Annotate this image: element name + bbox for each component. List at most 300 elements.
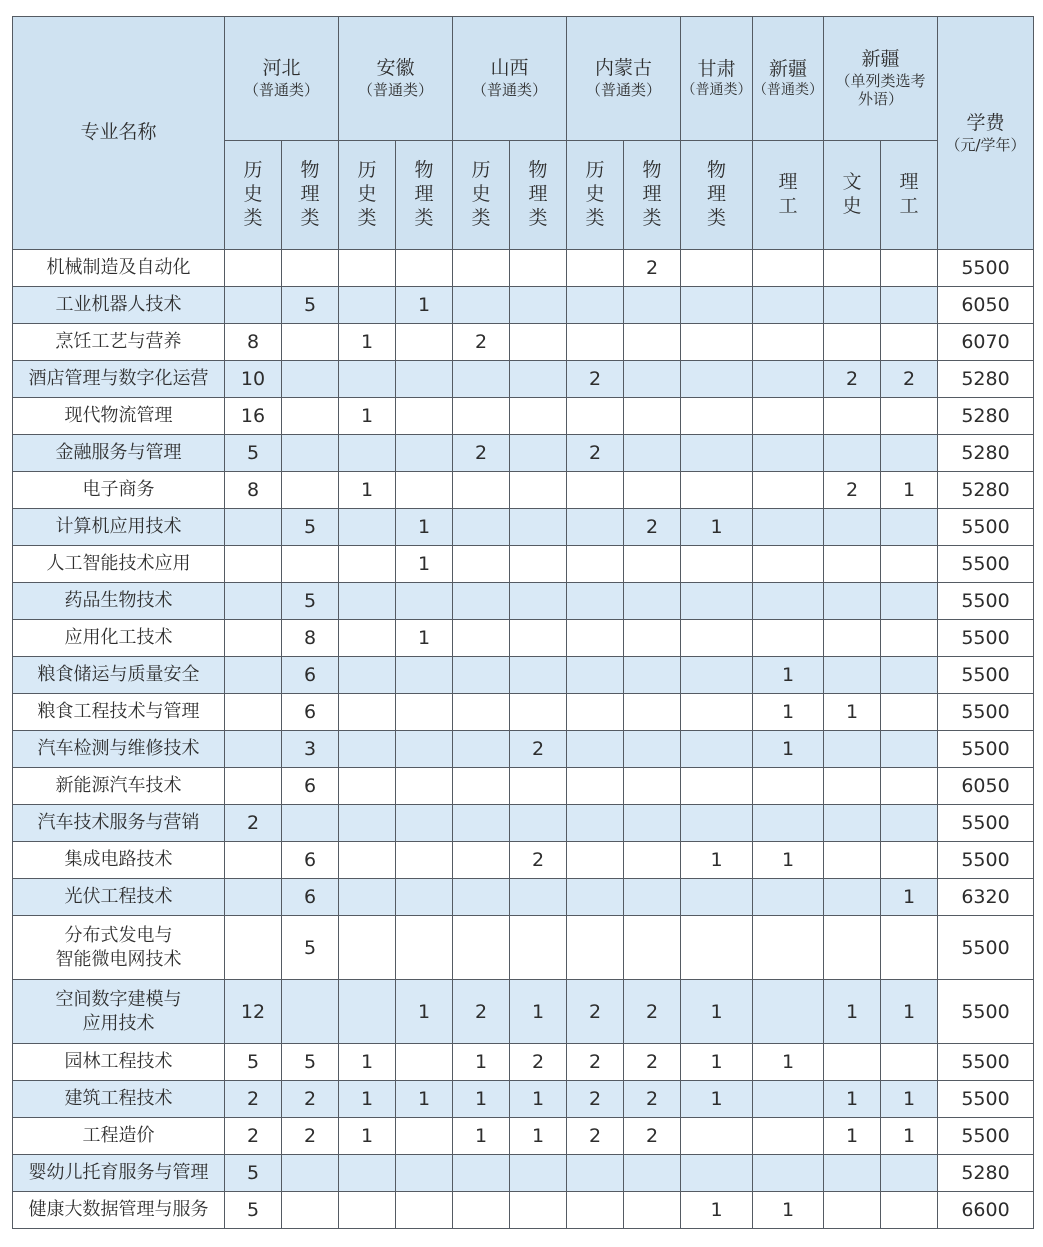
tuition-cell: 5500 <box>938 694 1034 731</box>
quota-cell: 5 <box>282 1044 339 1081</box>
quota-cell <box>225 768 282 805</box>
major-name-cell <box>13 361 225 398</box>
major-name-line: 健康大数据管理与服务 <box>28 1199 209 1220</box>
tuition-cell: 5500 <box>938 1044 1034 1081</box>
major-name-cell <box>13 583 225 620</box>
quota-cell <box>624 879 681 916</box>
subcategory-char: 类 <box>642 206 662 229</box>
subcategory-char: 历 <box>357 159 377 182</box>
subcategory-char: 工 <box>899 195 919 217</box>
subcategory-char: 物 <box>414 159 434 182</box>
quota-cell <box>453 1192 510 1229</box>
subcategory-char: 物 <box>300 159 320 182</box>
quota-cell <box>824 324 881 361</box>
quota-cell: 5 <box>225 1192 282 1229</box>
quota-cell <box>824 398 881 435</box>
quota-cell: 1 <box>881 1081 938 1118</box>
quota-cell <box>282 250 339 287</box>
quota-cell <box>396 916 453 980</box>
table-row <box>13 361 1034 398</box>
region-header-gansu <box>681 17 753 141</box>
quota-cell: 2 <box>624 1044 681 1081</box>
quota-cell <box>282 546 339 583</box>
quota-cell <box>510 1155 567 1192</box>
subcategory-header <box>510 141 567 250</box>
quota-cell: 2 <box>567 1118 624 1155</box>
quota-cell: 5 <box>282 916 339 980</box>
major-name-cell <box>13 879 225 916</box>
major-name-cell <box>13 805 225 842</box>
quota-cell <box>453 583 510 620</box>
quota-cell <box>824 731 881 768</box>
quota-cell <box>681 250 753 287</box>
tuition-cell: 6070 <box>938 324 1034 361</box>
quota-cell <box>681 768 753 805</box>
major-name-line: 计算机应用技术 <box>55 516 182 537</box>
quota-cell: 12 <box>225 980 282 1044</box>
quota-cell <box>567 879 624 916</box>
quota-cell <box>339 583 396 620</box>
major-name-cell <box>13 1081 225 1118</box>
tuition-cell: 5500 <box>938 509 1034 546</box>
tuition-cell: 6050 <box>938 287 1034 324</box>
quota-cell <box>624 620 681 657</box>
quota-cell <box>753 472 824 509</box>
table-row <box>13 546 1034 583</box>
quota-cell <box>282 805 339 842</box>
quota-cell <box>453 509 510 546</box>
quota-cell <box>624 657 681 694</box>
quota-cell <box>510 583 567 620</box>
subcategory-char: 类 <box>471 206 491 229</box>
quota-cell <box>881 842 938 879</box>
tuition-cell: 5500 <box>938 842 1034 879</box>
major-name-cell <box>13 250 225 287</box>
subcategory-char: 物 <box>528 159 548 182</box>
quota-cell: 1 <box>681 842 753 879</box>
table-row <box>13 879 1034 916</box>
quota-cell <box>282 361 339 398</box>
subcategory-char: 历 <box>243 159 263 182</box>
quota-cell: 1 <box>396 509 453 546</box>
quota-cell <box>881 657 938 694</box>
quota-cell <box>396 731 453 768</box>
quota-cell <box>567 731 624 768</box>
table-row <box>13 768 1034 805</box>
quota-cell <box>453 472 510 509</box>
subcategory-header <box>881 141 938 250</box>
tuition-cell: 5280 <box>938 398 1034 435</box>
quota-cell: 2 <box>225 805 282 842</box>
quota-cell: 1 <box>396 620 453 657</box>
region-category: （普通类） <box>585 81 661 99</box>
major-name-cell <box>13 509 225 546</box>
quota-cell <box>824 805 881 842</box>
region-name: 新疆 <box>768 57 807 80</box>
quota-cell <box>624 694 681 731</box>
region-category: （单列类选考外语） <box>835 71 926 109</box>
quota-cell: 16 <box>225 398 282 435</box>
major-name-cell <box>13 1118 225 1155</box>
subcategory-header <box>282 141 339 250</box>
quota-cell: 2 <box>624 980 681 1044</box>
quota-cell <box>396 250 453 287</box>
subcategory-char: 理 <box>778 171 798 194</box>
quota-cell <box>881 324 938 361</box>
quota-cell <box>681 583 753 620</box>
major-name-cell <box>13 916 225 980</box>
subcategory-char: 文 <box>842 171 862 194</box>
subcategory-char: 史 <box>842 195 862 217</box>
tuition-cell: 5500 <box>938 620 1034 657</box>
quota-cell <box>881 805 938 842</box>
quota-cell <box>510 916 567 980</box>
major-name-line: 分布式发电与 <box>64 924 173 946</box>
quota-cell <box>453 731 510 768</box>
table-row <box>13 287 1034 324</box>
quota-cell <box>681 731 753 768</box>
major-name-cell <box>13 398 225 435</box>
quota-cell <box>225 842 282 879</box>
quota-cell <box>824 287 881 324</box>
major-name-cell <box>13 620 225 657</box>
quota-cell <box>681 916 753 980</box>
major-name-cell <box>13 435 225 472</box>
quota-cell <box>624 731 681 768</box>
quota-cell <box>624 1155 681 1192</box>
subcategory-char: 类 <box>585 206 605 229</box>
region-name: 河北 <box>262 57 301 80</box>
quota-cell <box>624 472 681 509</box>
quota-cell: 6 <box>282 694 339 731</box>
subcategory-char: 类 <box>300 206 320 229</box>
quota-cell <box>396 398 453 435</box>
quota-cell <box>339 250 396 287</box>
quota-cell <box>453 842 510 879</box>
quota-cell: 2 <box>824 361 881 398</box>
quota-cell: 1 <box>453 1044 510 1081</box>
table-row <box>13 731 1034 768</box>
quota-cell <box>567 842 624 879</box>
quota-cell <box>824 250 881 287</box>
quota-cell: 1 <box>824 1081 881 1118</box>
quota-cell <box>681 657 753 694</box>
quota-cell <box>624 805 681 842</box>
region-header-xinjiang-special <box>824 17 938 141</box>
quota-cell <box>681 546 753 583</box>
region-header-hebei <box>225 17 339 141</box>
subcategory-char: 类 <box>706 206 726 229</box>
quota-cell: 5 <box>225 1044 282 1081</box>
region-name: 新疆 <box>861 47 900 70</box>
quota-cell <box>396 1155 453 1192</box>
tuition-unit: （元/学年） <box>945 135 1026 154</box>
quota-cell <box>567 1155 624 1192</box>
quota-cell <box>681 287 753 324</box>
major-name-cell <box>13 1044 225 1081</box>
quota-cell <box>881 694 938 731</box>
region-name: 内蒙古 <box>594 57 652 80</box>
tuition-cell: 6600 <box>938 1192 1034 1229</box>
quota-cell <box>282 980 339 1044</box>
quota-cell <box>225 250 282 287</box>
subcategory-char: 理 <box>642 183 662 206</box>
tuition-cell: 6320 <box>938 879 1034 916</box>
table-row <box>13 842 1034 879</box>
quota-cell <box>681 324 753 361</box>
quota-cell: 2 <box>624 250 681 287</box>
quota-cell <box>753 546 824 583</box>
subcategory-char: 理 <box>899 171 919 194</box>
quota-cell <box>453 250 510 287</box>
region-category: （普通类） <box>243 81 319 99</box>
quota-cell <box>510 694 567 731</box>
subcategory-char: 理 <box>528 183 548 206</box>
table-row <box>13 916 1034 980</box>
quota-cell <box>567 287 624 324</box>
subcategory-char: 史 <box>357 183 377 206</box>
quota-cell: 1 <box>453 1118 510 1155</box>
quota-cell: 1 <box>510 980 567 1044</box>
tuition-cell: 5500 <box>938 546 1034 583</box>
table-row <box>13 509 1034 546</box>
quota-cell <box>510 435 567 472</box>
tuition-header <box>938 17 1034 250</box>
quota-cell: 5 <box>282 509 339 546</box>
quota-cell: 10 <box>225 361 282 398</box>
quota-cell <box>339 657 396 694</box>
quota-cell <box>881 731 938 768</box>
quota-cell <box>339 768 396 805</box>
quota-cell <box>510 805 567 842</box>
quota-cell <box>753 324 824 361</box>
tuition-cell: 5500 <box>938 731 1034 768</box>
quota-cell <box>510 657 567 694</box>
quota-cell <box>282 472 339 509</box>
quota-cell <box>624 916 681 980</box>
subcategory-char: 历 <box>471 159 491 182</box>
tuition-cell: 6050 <box>938 768 1034 805</box>
major-name-line: 汽车检测与维修技术 <box>37 738 200 759</box>
quota-cell <box>567 620 624 657</box>
quota-cell <box>510 546 567 583</box>
quota-cell <box>510 361 567 398</box>
quota-cell <box>681 879 753 916</box>
quota-cell <box>567 509 624 546</box>
major-name-line: 集成电路技术 <box>64 849 173 870</box>
major-name-cell <box>13 694 225 731</box>
quota-cell: 1 <box>396 980 453 1044</box>
quota-cell <box>567 657 624 694</box>
major-name-line: 新能源汽车技术 <box>55 775 182 796</box>
quota-cell <box>453 361 510 398</box>
quota-cell <box>396 361 453 398</box>
quota-cell <box>339 361 396 398</box>
tuition-cell: 5280 <box>938 361 1034 398</box>
quota-cell <box>510 879 567 916</box>
subcategory-header <box>225 141 282 250</box>
quota-cell <box>510 250 567 287</box>
quota-cell <box>225 657 282 694</box>
quota-cell <box>339 694 396 731</box>
quota-cell <box>753 435 824 472</box>
major-name-line: 烹饪工艺与营养 <box>55 331 182 352</box>
quota-cell <box>753 250 824 287</box>
table-row <box>13 980 1034 1044</box>
quota-cell <box>824 620 881 657</box>
quota-cell: 1 <box>396 546 453 583</box>
quota-cell: 2 <box>567 980 624 1044</box>
quota-cell <box>225 509 282 546</box>
quota-cell <box>567 583 624 620</box>
major-name-line: 婴幼儿托育服务与管理 <box>28 1162 209 1183</box>
table-row <box>13 324 1034 361</box>
quota-cell <box>681 435 753 472</box>
quota-cell <box>567 398 624 435</box>
quota-cell: 1 <box>681 509 753 546</box>
major-name-line: 应用技术 <box>82 1012 155 1034</box>
tuition-cell: 5280 <box>938 435 1034 472</box>
major-name-line: 工业机器人技术 <box>55 294 182 315</box>
quota-cell: 2 <box>510 731 567 768</box>
quota-cell <box>339 435 396 472</box>
quota-cell <box>624 1192 681 1229</box>
quota-cell <box>453 398 510 435</box>
quota-cell <box>753 1118 824 1155</box>
quota-cell <box>753 916 824 980</box>
quota-cell <box>510 768 567 805</box>
quota-cell <box>339 980 396 1044</box>
subcategory-char: 物 <box>642 159 662 182</box>
quota-cell <box>881 435 938 472</box>
quota-cell <box>881 1155 938 1192</box>
quota-cell <box>339 1155 396 1192</box>
quota-cell <box>881 1192 938 1229</box>
major-name-cell <box>13 1155 225 1192</box>
quota-cell <box>753 980 824 1044</box>
quota-cell <box>225 287 282 324</box>
quota-cell: 3 <box>282 731 339 768</box>
quota-cell: 1 <box>339 324 396 361</box>
quota-cell: 2 <box>453 980 510 1044</box>
subcategory-char: 理 <box>414 183 434 206</box>
major-name-cell <box>13 657 225 694</box>
quota-cell <box>396 1118 453 1155</box>
quota-cell: 1 <box>881 1118 938 1155</box>
table-body <box>13 250 1034 1229</box>
major-name-cell <box>13 472 225 509</box>
quota-cell: 1 <box>339 1081 396 1118</box>
quota-cell <box>396 1192 453 1229</box>
major-name-line: 酒店管理与数字化运营 <box>28 368 209 389</box>
quota-cell <box>225 916 282 980</box>
quota-cell <box>753 1081 824 1118</box>
tuition-title: 学费 <box>966 111 1005 134</box>
quota-cell: 5 <box>282 583 339 620</box>
quota-cell <box>339 805 396 842</box>
subcategory-char: 工 <box>778 195 798 217</box>
quota-cell <box>567 546 624 583</box>
quota-cell <box>753 287 824 324</box>
quota-cell: 1 <box>824 980 881 1044</box>
major-name-line: 园林工程技术 <box>64 1051 173 1072</box>
quota-cell <box>681 1155 753 1192</box>
quota-cell <box>567 324 624 361</box>
quota-cell <box>881 509 938 546</box>
quota-cell <box>824 1155 881 1192</box>
subcategory-header <box>567 141 624 250</box>
quota-cell: 6 <box>282 879 339 916</box>
quota-cell <box>339 509 396 546</box>
subcategory-char: 类 <box>528 206 548 229</box>
quota-cell: 1 <box>753 731 824 768</box>
subcategory-char: 类 <box>414 206 434 229</box>
quota-cell: 2 <box>824 472 881 509</box>
quota-cell <box>453 805 510 842</box>
quota-cell <box>339 1192 396 1229</box>
quota-cell: 1 <box>881 472 938 509</box>
quota-cell <box>681 1118 753 1155</box>
tuition-cell: 5280 <box>938 472 1034 509</box>
subcategory-char: 类 <box>243 206 263 229</box>
quota-cell <box>824 879 881 916</box>
quota-cell <box>753 879 824 916</box>
quota-cell: 6 <box>282 842 339 879</box>
quota-cell: 1 <box>681 1044 753 1081</box>
quota-cell <box>453 1155 510 1192</box>
quota-cell <box>624 546 681 583</box>
quota-cell: 5 <box>225 1155 282 1192</box>
quota-cell: 1 <box>681 1081 753 1118</box>
quota-cell: 1 <box>681 1192 753 1229</box>
quota-cell: 6 <box>282 657 339 694</box>
quota-cell <box>753 583 824 620</box>
subcategory-char: 类 <box>357 206 377 229</box>
quota-cell <box>225 694 282 731</box>
table-row <box>13 1044 1034 1081</box>
quota-cell <box>396 583 453 620</box>
quota-cell <box>824 546 881 583</box>
region-name: 甘肃 <box>697 57 736 80</box>
quota-cell <box>624 583 681 620</box>
quota-cell <box>225 620 282 657</box>
major-name-line: 建筑工程技术 <box>64 1088 173 1109</box>
region-header-anhui <box>339 17 453 141</box>
quota-cell: 2 <box>510 842 567 879</box>
major-name-line: 光伏工程技术 <box>64 886 173 907</box>
quota-cell <box>282 1155 339 1192</box>
quota-cell <box>753 620 824 657</box>
subcategory-header <box>339 141 396 250</box>
quota-cell <box>510 398 567 435</box>
quota-cell <box>396 435 453 472</box>
tuition-cell: 5500 <box>938 583 1034 620</box>
quota-cell <box>824 1192 881 1229</box>
quota-cell <box>824 916 881 980</box>
subcategory-header <box>753 141 824 250</box>
subcategory-char: 史 <box>243 183 263 206</box>
tuition-cell: 5500 <box>938 1118 1034 1155</box>
quota-cell <box>881 546 938 583</box>
major-name-cell <box>13 1192 225 1229</box>
region-category: （普通类） <box>357 81 433 99</box>
tuition-cell: 5500 <box>938 657 1034 694</box>
tuition-cell: 5280 <box>938 1155 1034 1192</box>
quota-cell <box>339 546 396 583</box>
subcategory-char: 物 <box>706 159 726 182</box>
major-name-line: 人工智能技术应用 <box>46 553 191 574</box>
quota-cell <box>624 398 681 435</box>
